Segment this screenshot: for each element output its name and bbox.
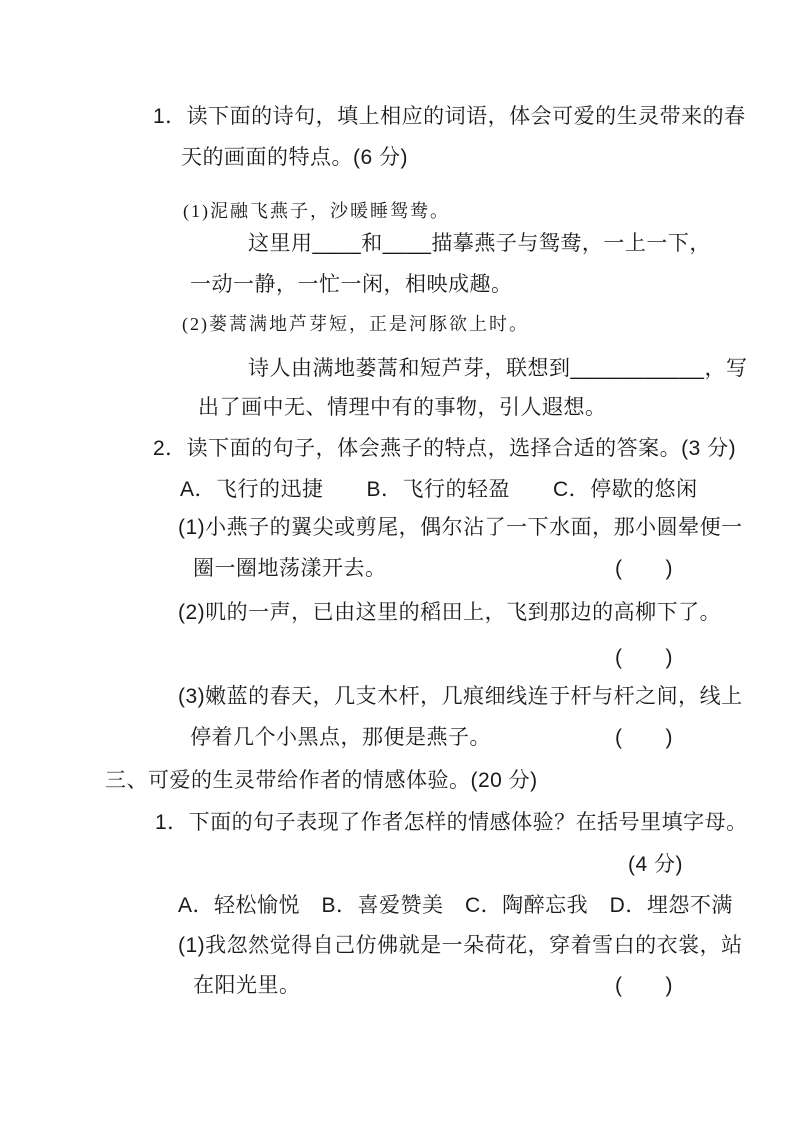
s3-q1-options: A．轻松愉悦 B．喜爱赞美 C．陶醉忘我 D．埋怨不满	[178, 894, 733, 917]
q2-item-2: (2)叽的一声，已由这里的稻田上，飞到那边的高柳下了。	[178, 601, 722, 624]
q1-fill-answer-2-line-2: 出了画中无、情理中有的事物，引人遐想。	[198, 396, 607, 419]
q1-stem-line-2: 天的画面的特点。(6 分)	[181, 146, 408, 169]
answer-bracket: ( )	[615, 557, 673, 580]
s3-q1-points: (4 分)	[628, 853, 683, 876]
q1-poem-2: (2)蒌蒿满地芦芽短，正是河豚欲上时。	[182, 314, 529, 334]
q2-options: A．飞行的迅捷 B．飞行的轻盈 C．停歇的悠闲	[180, 478, 698, 501]
s3-q1-stem: 1．下面的句子表现了作者怎样的情感体验？在括号里填字母。	[155, 811, 748, 834]
q1-poem-1: (1)泥融飞燕子，沙暖睡鸳鸯。	[183, 201, 450, 221]
q1-fill-answer-1-line-1: 这里用____和____描摹燕子与鸳鸯，一上一下，	[248, 232, 711, 255]
q2-item-1-line-1: (1)小燕子的翼尖或剪尾，偶尔沾了一下水面，那小圆晕便一	[178, 516, 743, 539]
s3-q1-item-1-line-1: (1)我忽然觉得自己仿佛就是一朵荷花，穿着雪白的衣裳，站	[178, 934, 743, 957]
answer-bracket: ( )	[615, 646, 673, 669]
q2-item-3-line-2: 停着几个小黑点，那便是燕子。	[190, 726, 491, 749]
q1-fill-answer-1-line-2: 一动一静，一忙一闲，相映成趣。	[190, 273, 513, 296]
section-3-heading: 三、可爱的生灵带给作者的情感体验。(20 分)	[105, 769, 538, 792]
answer-bracket: ( )	[615, 974, 673, 997]
q2-item-1-line-2: 圈一圈地荡漾开去。	[193, 557, 387, 580]
q2-stem: 2．读下面的句子，体会燕子的特点，选择合适的答案。(3 分)	[153, 437, 737, 460]
q1-fill-answer-2-line-1: 诗人由满地蒌蒿和短芦芽，联想到___________，写	[248, 357, 748, 380]
q2-item-3-line-1: (3)嫩蓝的春天，几支木杆，几痕细线连于杆与杆之间，线上	[178, 685, 743, 708]
q1-stem-line-1: 1．读下面的诗句，填上相应的词语，体会可爱的生灵带来的春	[153, 105, 746, 128]
answer-bracket: ( )	[615, 726, 673, 749]
s3-q1-item-1-line-2: 在阳光里。	[193, 974, 301, 997]
